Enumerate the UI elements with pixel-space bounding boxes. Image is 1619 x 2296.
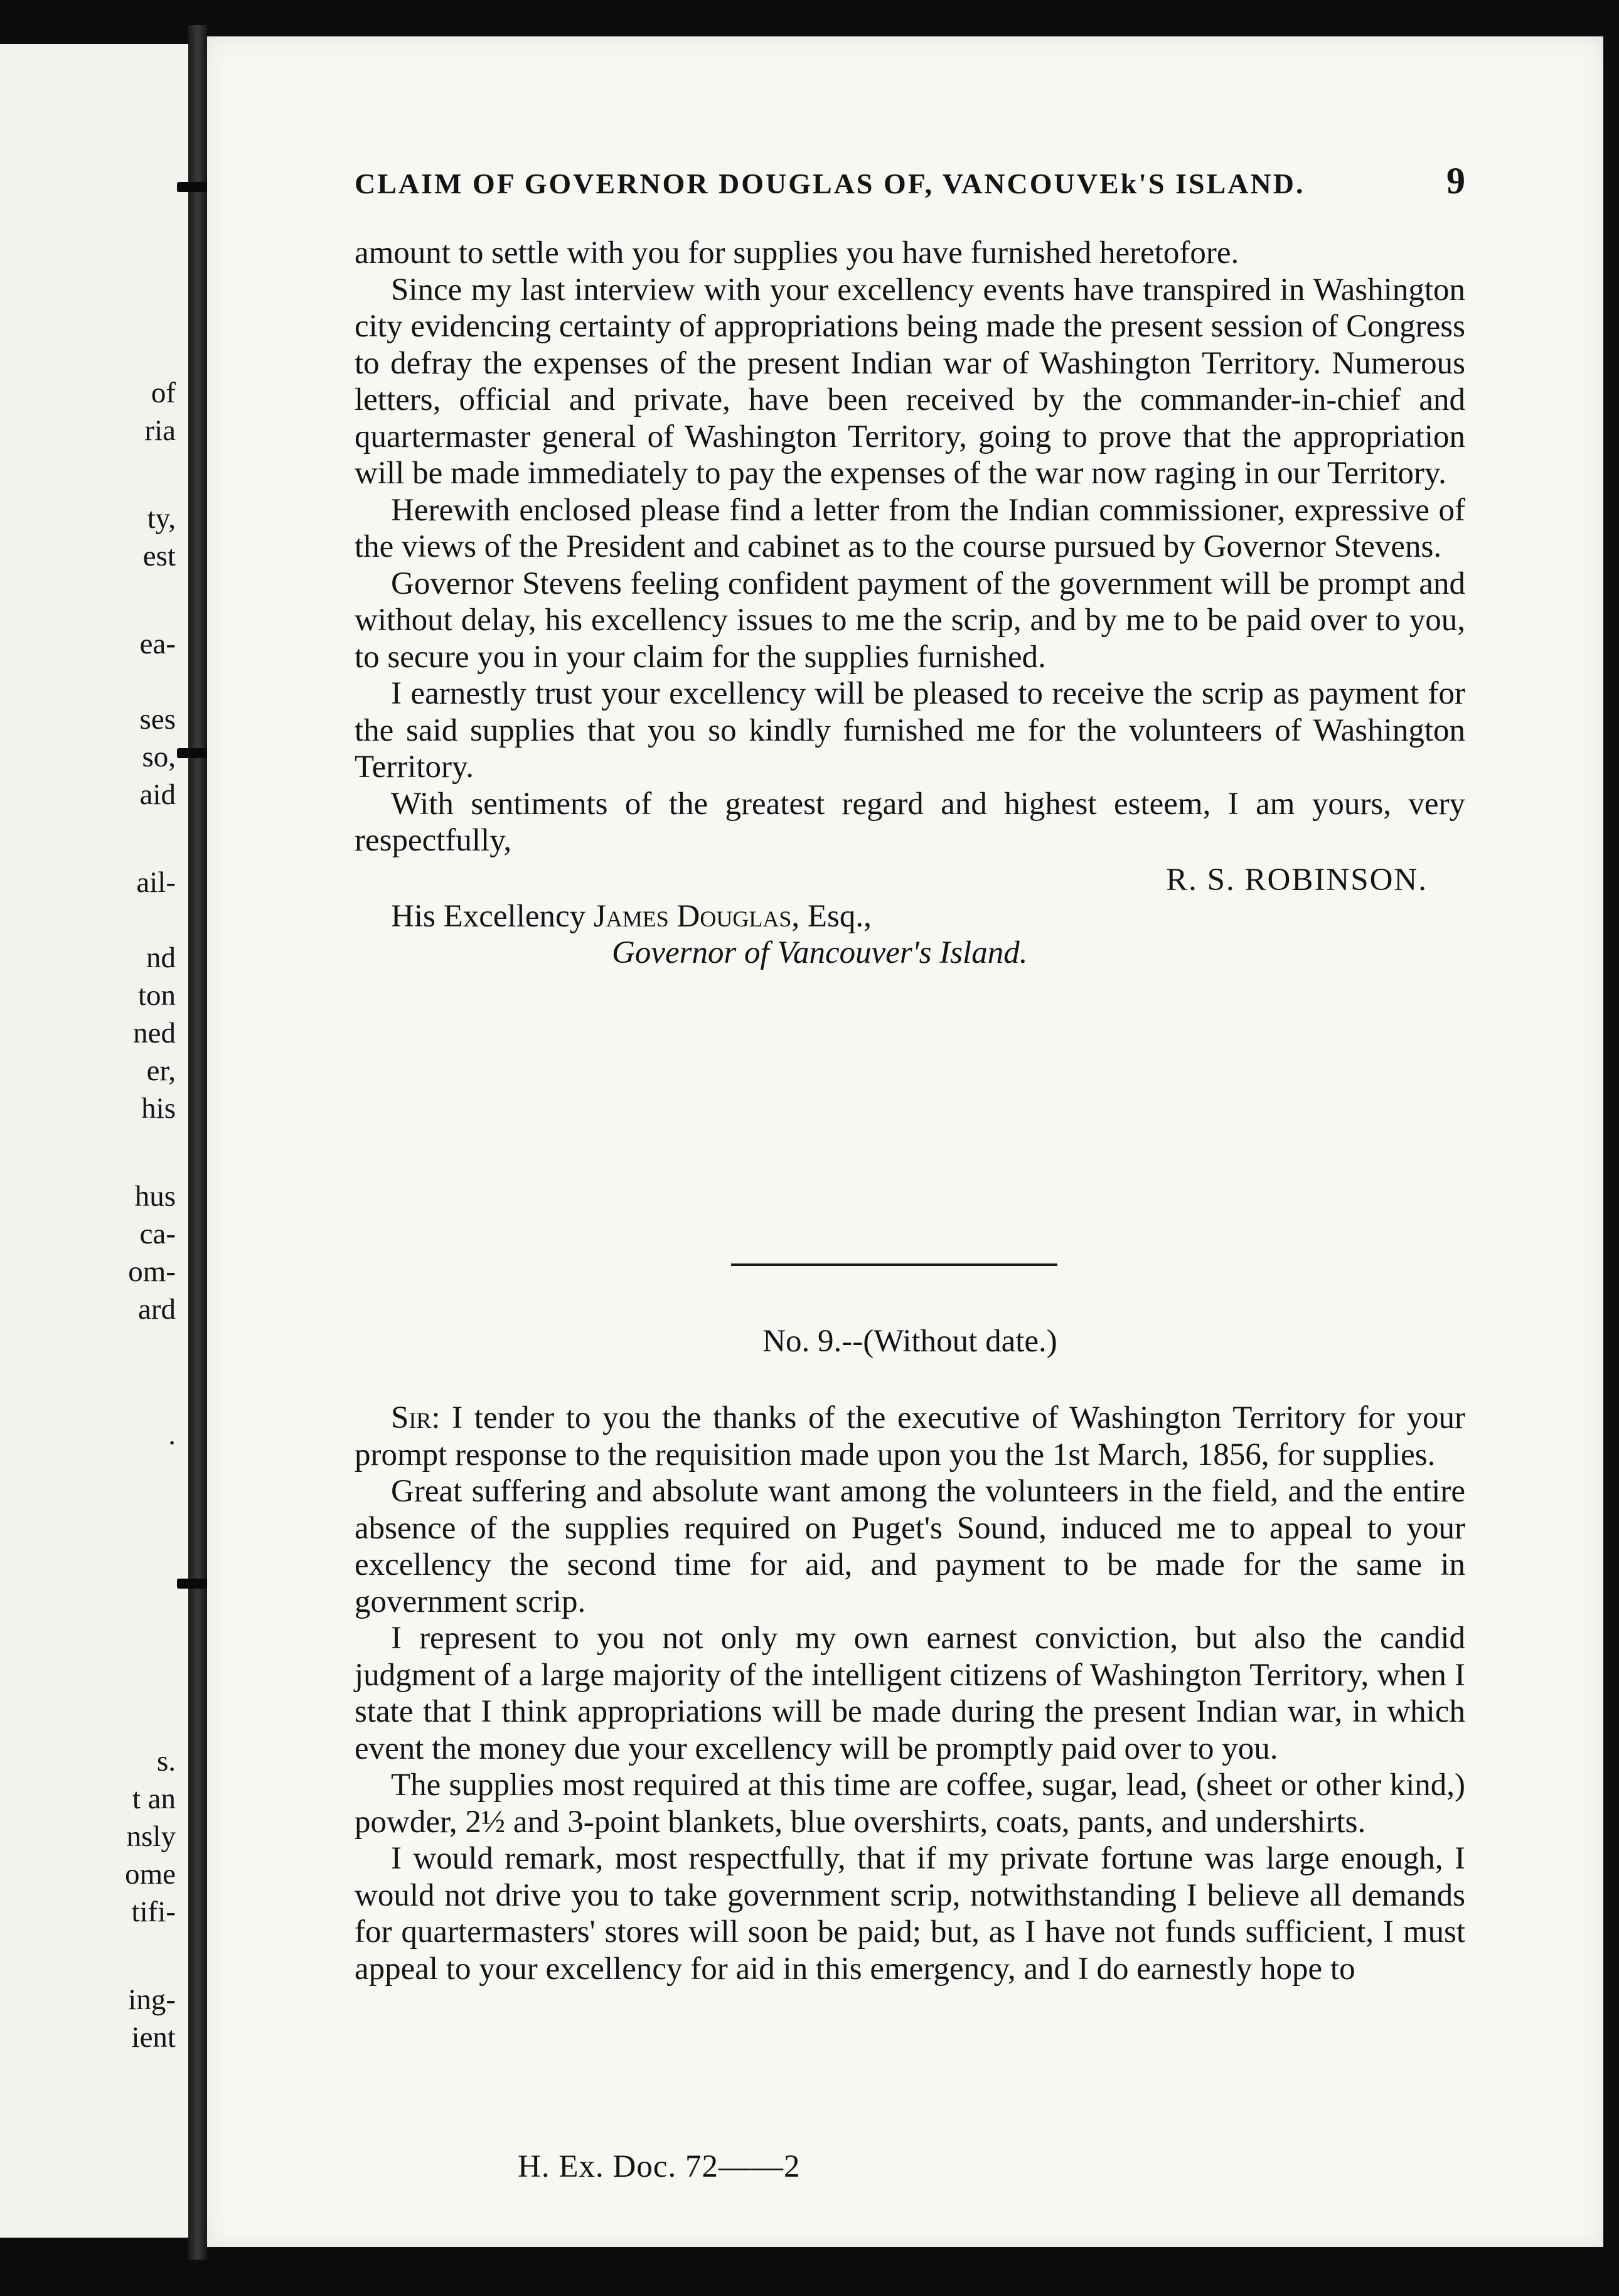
previous-page-fragment: est <box>142 540 176 572</box>
previous-page-fragment: nsly <box>126 1820 176 1853</box>
previous-page-fragment: tifi- <box>131 1896 176 1928</box>
previous-page-fragment: t an <box>132 1783 176 1815</box>
previous-page-fragment: nd <box>146 941 176 974</box>
addressee-title: Governor of Vancouver's Island. <box>612 935 1028 970</box>
paragraph-text: I tender to you the thanks of the executive of Washington Territory for your prompt response to the requisition made upon you the 1st March, 1856, for supplies. <box>355 1400 1465 1473</box>
paragraph <box>355 1400 1465 1473</box>
previous-page-fragment: ea- <box>139 628 176 660</box>
previous-page-fragment: ard <box>137 1293 176 1326</box>
previous-page-fragment: aid <box>139 778 176 811</box>
previous-page-fragment: ome <box>125 1858 176 1891</box>
paragraph: Since my last interview with your excellency events have transpired in Washington city evidencing certainty of appropriations being made the present session of Congress to defray the expenses of the present Indian war of Washington Territory. Numerous letters, official and private, have been received by the commander-in-chief and quartermaster general of Washington Territory, going to prove that the appropriation will be made immediately to pay the expenses of the war now raging in our Territory. <box>355 272 1465 491</box>
salutation: Sir: <box>391 1400 441 1435</box>
previous-page-fragment: his <box>141 1092 176 1125</box>
paragraph: With sentiments of the greatest regard and highest esteem, I am yours, very respectfully, <box>355 786 1465 858</box>
running-title: CLAIM OF GOVERNOR DOUGLAS OF, VANCOUVEk'S ISLAND. <box>355 168 1305 200</box>
previous-page-fragment: ty, <box>147 502 176 535</box>
addressee <box>391 898 1465 935</box>
addressee-name: James Douglas <box>593 899 792 934</box>
previous-page-fragment: of <box>151 377 176 409</box>
running-header <box>355 159 1465 203</box>
previous-page-fragment: . <box>168 1419 176 1451</box>
previous-page-fragment: ses <box>139 703 176 736</box>
paragraph: The supplies most required at this time are coffee, sugar, lead, (sheet or other kind,) powder, 2½ and 3-point blankets, blue overshirts, coats, pants, and undershirts. <box>355 1768 1465 1840</box>
addressee-prefix: His Excellency <box>391 899 586 934</box>
paragraph: I would remark, most respectfully, that if my private fortune was large enough, I would not drive you to take government scrip, notwithstanding I believe all demands for quartermasters' stores will soon be paid; but, as I have not funds sufficient, I must appeal to your excellency for aid in this emergency, and I do earnestly hope to <box>355 1841 1465 1987</box>
paragraph: I earnestly trust your excellency will be pleased to receive the scrip as payment for the said supplies that you so kindly furnished me for the volunteers of Washington Territory. <box>355 676 1465 785</box>
previous-page-fragment: ton <box>137 979 176 1012</box>
previous-page-fragment: hus <box>134 1180 176 1213</box>
previous-page-fragment: ria <box>144 414 176 447</box>
page-number: 9 <box>1446 160 1465 201</box>
page-footer: H. Ex. Doc. 72——2 <box>518 2149 801 2184</box>
paragraph: Herewith enclosed please find a letter from the Indian commissioner, expressive of the views of the President and cabinet as to the course pursued by Governor Stevens. <box>355 492 1465 564</box>
previous-page-fragment: so, <box>142 741 176 773</box>
letter-9-heading: No. 9.--(Without date.) <box>762 1324 1057 1359</box>
signature: R. S. ROBINSON. <box>1166 862 1428 898</box>
previous-page-fragment: ient <box>131 2021 176 2054</box>
previous-page-fragment: ned <box>133 1017 176 1049</box>
previous-page-fragment: ing- <box>128 1983 176 2016</box>
letter-8-body <box>355 235 1465 971</box>
addressee-suffix: , Esq., <box>791 899 872 934</box>
paragraph: I represent to you not only my own earnest conviction, but also the candid judgment of a large majority of the intelligent citizens of Washington Territory, when I state that I think appropriations will be made during the present Indian war, in which event the money due your excellency will be promptly paid over to you. <box>355 1621 1465 1766</box>
book-binding <box>188 25 207 2260</box>
letter-9-body <box>355 1400 1465 1987</box>
previous-page-fragment: ca- <box>139 1218 176 1250</box>
previous-page-fragment: s. <box>156 1745 176 1778</box>
previous-page-fragment: er, <box>146 1054 176 1087</box>
paragraph: Governor Stevens feeling confident payment of the government will be prompt and without delay, his excellency issues to me the scrip, and by me to be paid over to you, to secure you in your claim for the supplies furnished. <box>355 566 1465 675</box>
document-page <box>207 36 1603 2247</box>
paragraph: Great suffering and absolute want among the volunteers in the field, and the entire absence of the supplies required on Puget's Sound, induced me to appeal to your excellency the second time for aid, and payment to be made for the same in government scrip. <box>355 1474 1465 1619</box>
paragraph: amount to settle with you for supplies you have furnished heretofore. <box>355 235 1239 271</box>
section-divider <box>731 1263 1057 1266</box>
previous-page-fragment: ail- <box>136 866 176 899</box>
previous-page-edge <box>0 44 188 2238</box>
previous-page-fragment: om- <box>128 1255 176 1288</box>
